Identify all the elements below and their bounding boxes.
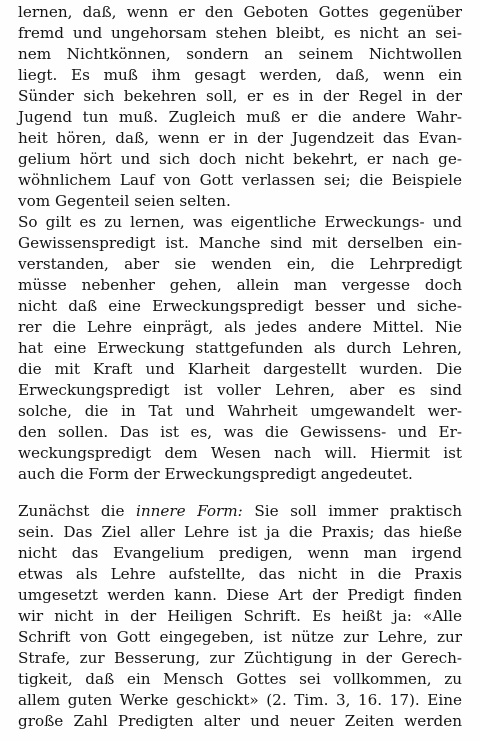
text-line: rer die Lehre einprägt, als jedes andere Mittel. Nie (18, 318, 462, 336)
text-line: gelium hört und sich doch nicht bekehrt, er nach ge- (18, 150, 462, 168)
text-line: auch die Form der Erweckungspredigt angedeutet. (18, 465, 413, 483)
text-line: wöhnlichem Lauf von Gott verlassen sei; die Beispiele (18, 171, 462, 189)
text-line: verstanden, aber sie wenden ein, die Lehrpredigt (18, 255, 462, 273)
text-line: die mit Kraft und Klarheit dargestellt wurden. Die (18, 360, 462, 378)
text-line: solche, die in Tat und Wahrheit umgewandelt wer- (18, 402, 462, 420)
text-line: Sünder sich bekehren soll, er es in der Regel in der (18, 87, 462, 105)
text-line: Jugend tun muß. Zugleich muß er die andere Wahr- (18, 108, 462, 126)
line-prefix: Zunächst die (18, 502, 136, 520)
text-line: Strafe, zur Besserung, zur Züchtigung in der Gerech- (18, 649, 462, 667)
text-line: etwas als Lehre aufstellte, das nicht in die Praxis (18, 565, 462, 583)
text-line: müsse nebenher gehen, allein man vergesse doch (18, 276, 462, 294)
text-line: Erweckungspredigt ist voller Lehren, aber es sind (18, 381, 462, 399)
text-line: tigkeit, daß ein Mensch Gottes sei vollkommen, zu (18, 670, 462, 688)
text-line: vom Gegenteil seien selten. (18, 192, 231, 210)
text-line: allem guten Werke geschickt» (2. Tim. 3, 16. 17). Eine (18, 691, 462, 709)
text-line: nicht das Evangelium predigen, wenn man irgend (18, 544, 462, 562)
text-line: Schrift von Gott eingegeben, ist nütze zur Lehre, zur (18, 628, 462, 646)
emphasized-term: innere Form: (135, 502, 243, 520)
text-line: heit hören, daß, wenn er in der Jugendzeit das Evan- (18, 129, 462, 147)
line-suffix: Sie soll immer praktisch (242, 502, 462, 520)
text-line: hat eine Erweckung stattgefunden als durch Lehren, (18, 339, 462, 357)
text-line: lernen, daß, wenn er den Geboten Gottes gegenüber (18, 3, 462, 21)
text-line: sein. Das Ziel aller Lehre ist ja die Praxis; das hieße (18, 523, 462, 541)
text-line: So gilt es zu lernen, was eigentliche Erweckungs- und (18, 213, 462, 231)
text-line (18, 501, 462, 522)
text-line: den sollen. Das ist es, was die Gewissens- und Er- (18, 423, 462, 441)
text-line: nicht daß eine Erweckungspredigt besser und siche- (18, 297, 462, 315)
text-line: umgesetzt werden kann. Diese Art der Predigt finden (18, 586, 462, 604)
text-line: weckungspredigt dem Wesen nach will. Hiermit ist (18, 444, 462, 462)
text-line: fremd und ungehorsam stehen bleibt, es nicht an sei- (18, 24, 462, 42)
text-line: Gewissenspredigt ist. Manche sind mit derselben ein- (18, 234, 462, 252)
text-line: liegt. Es muß ihm gesagt werden, daß, wenn ein (18, 66, 462, 84)
text-line: wir nicht in der Heiligen Schrift. Es heißt ja: «Alle (18, 607, 462, 625)
text-line: große Zahl Predigten alter und neuer Zeiten werden (18, 712, 462, 730)
text-line: nem Nichtkönnen, sondern an seinem Nichtwollen (18, 45, 462, 63)
